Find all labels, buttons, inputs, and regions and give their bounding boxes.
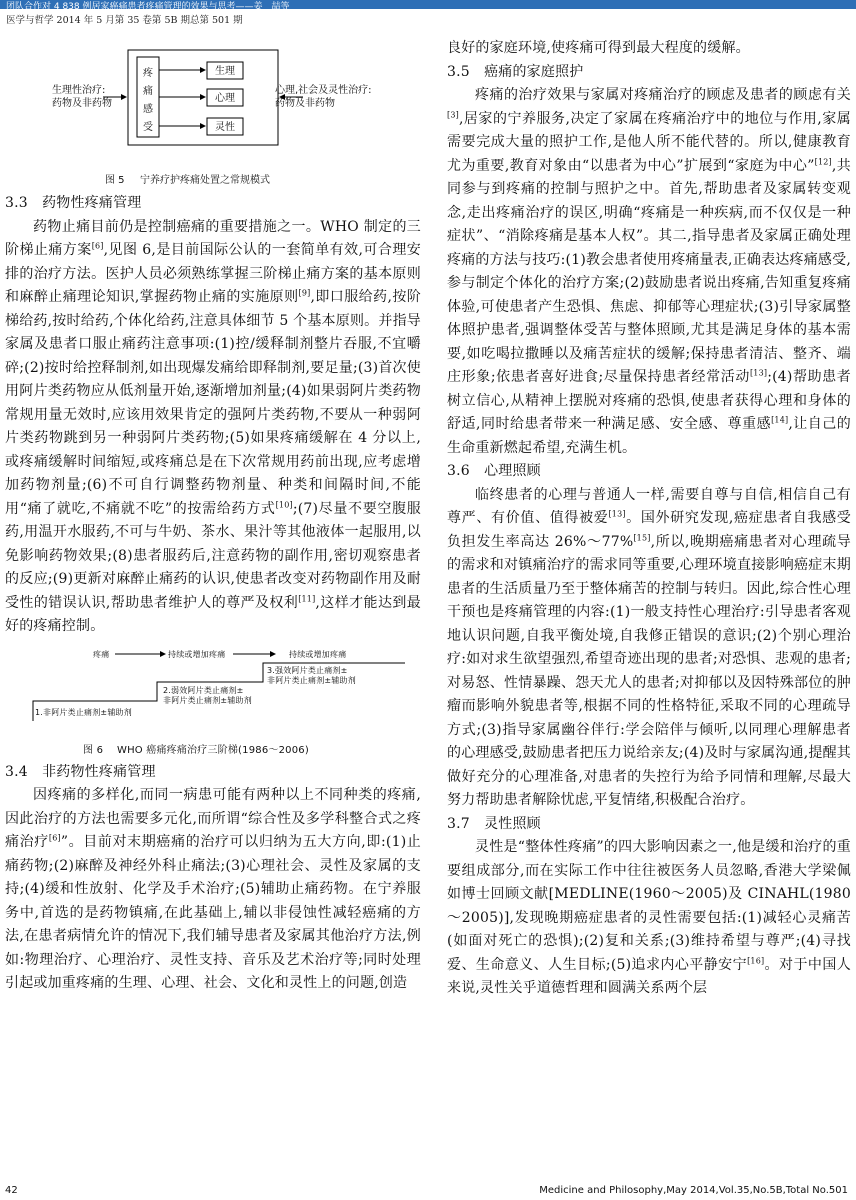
- fig6-step2-b: 非阿片类止痛剂±辅助剂: [163, 695, 252, 705]
- fig5-right-label-1: 心理,社会及灵性治疗:: [275, 85, 372, 96]
- fig6-pain: 疼痛: [93, 649, 110, 659]
- fig5-box-2: 心理: [215, 93, 235, 104]
- section-3-5-paragraph: 疼痛的治疗效果与家属对疼痛治疗的顾虑及患者的顾虑有关[3],居家的宁养服务,决定了家属在疼痛治疗中的地位与作用,家属需要完成大量的照护工作,是他人所不能代替的。所以,健康教育尤为重要,教育对象由“以患者为中心”扩展到“家庭为中心”[12],共同参与到疼痛的控制与照护之中。首先,帮助患者及家属转变观念,走出疼痛治疗的误区,明确“疼痛是一种疾病,而不仅仅是一种症状”、“消除疼痛是基本人权”。其二,指导患者及家属正确处理疼痛的方法与技巧:(1)教会患者使用疼痛量表,正确表达疼痛感受,参与制定个体化的治疗方案;(2)鼓励患者说出疼痛,告知重复疼痛体验,可使患者产生恐惧、焦虑、抑郁等心理症状;(3)引导家属整体照护患者,强调整体受苦与整体照顾,尤其是满足身体的基本需要,如吃喝拉撒睡以及痛苦症状的缓解;保持患者清洁、整齐、端庄形象;依患者喜好进食;尽量保持患者经常活动[13];(4)帮助患者树立信心,从精神上摆脱对疼痛的恐惧,使患者获得心理和身体的舒适,同时给患者带来一种满足感、安全感、尊重感[14],让自己的生命重新燃起希望,充满生机。: [447, 87, 851, 456]
- fig6-caption-text: WHO 癌痛疼痛治疗三阶梯(1986～2006): [117, 744, 309, 756]
- fig5-center-2: 痛: [143, 86, 153, 97]
- fig6-persist-1: 持续或增加疼痛: [168, 649, 226, 659]
- fig6-step1: 1.非阿片类止痛剂±辅助剂: [35, 707, 132, 717]
- fig5-center-3: 感: [143, 104, 153, 115]
- fig5-box-1: 生理: [215, 66, 235, 77]
- fig5-caption-label: 图 5: [105, 175, 125, 186]
- fig5-box-3: 灵性: [215, 122, 235, 133]
- section-3-3-paragraph: 药物止痛目前仍是控制癌痛的重要措施之一。WHO 制定的三阶梯止痛方案[6],见图 6,是目前国际公认的一套简单有效,可合理安排的治疗方法。医护人员必须熟练掌握三阶梯止痛方案的基本原则和麻醉止痛理论知识,掌握药物止痛的实施原则[9],即口服给药,按阶梯给药,按时给药,个体化给药,注意具体细节 5 个基本原则。并指导家属及患者口服止痛药注意事项:(1)控/缓释制剂整片吞服,不宜嚼碎;(2)按时给控释制剂,如出现爆发痛给即释制剂,要足量;(3)首次使用阿片类药物应从低剂量开始,逐渐增加剂量;(4)如果弱阿片类药物常规用量无效时,应该用效果肯定的强阿片类药物,不要从一种弱阿片类药物跳到另一种弱阿片类药物;(5)如果疼痛缓解在 4 分以上,或疼痛缓解时间缩短,或疼痛总是在下次常规用药前出现,应考虑增加药物剂量;(6)不可自行调整药物剂量、种类和间隔时间,不能用“痛了就吃,不痛就不吃”的按需给药方式[10];(7)尽量不要空腹服药,用温开水服药,不可与牛奶、茶水、果汁等其他液体一起服用,以免影响药物效果;(8)患者服药后,注意药物的副作用,密切观察患者的反应;(9)更新对麻醉止痛药的认识,使患者改变对药物副作用及耐受性的错误认识,帮助患者维护人的尊严及权利[11],这样才能达到最好的疼痛控制。: [5, 218, 422, 634]
- section-3-7-paragraph: 灵性是“整体性疼痛”的四大影响因素之一,他是缓和治疗的重要组成部分,而在实际工作中往往被医务人员忽略,香港大学梁佩如博士回顾文献[MEDLINE(1960～2005)及 CINAHL(1980～2005)],发现晚期癌症患者的灵性需要包括:(1)减轻心灵痛苦(如面对死亡的恐惧);(2)复和关系;(3)维持希望与尊严;(4)寻找爱、生命意义、人生目标;(5)追求内心平静安宁[16]。对于中国人来说,灵性关乎道德哲理和圆满关系两个层: [447, 839, 851, 996]
- running-title: 团队合作对 4 838 例居家癌痛患者疼痛管理的效果与思考——姜 喆等: [6, 2, 290, 12]
- fig5-caption-text: 宁养疗护疼痛处置之常规模式: [140, 175, 270, 186]
- page-number: 42: [5, 1185, 18, 1196]
- section-3-6-heading: 3.6 心理照顾: [447, 463, 541, 479]
- journal-line: 医学与哲学 2014 年 5 月第 35 卷第 5B 期总第 501 期: [6, 15, 243, 26]
- footer-citation: Medicine and Philosophy,May 2014,Vol.35,No.5B,Total No.501: [539, 1185, 848, 1196]
- fig5-left-label-1: 生理性治疗:: [52, 85, 106, 96]
- fig6-step3-a: 3.强效阿片类止痛剂±: [267, 665, 348, 675]
- section-3-4-heading: 3.4 非药物性疼痛管理: [5, 763, 156, 780]
- section-3-5-heading: 3.5 癌痛的家庭照护: [447, 63, 584, 80]
- fig5-right-label-2: 药物及非药物: [275, 98, 335, 109]
- fig6-persist-2: 持续或增加疼痛: [289, 649, 347, 659]
- section-3-4-paragraph: 因疼痛的多样化,而同一病患可能有两种以上不同种类的疼痛,因此治疗的方法也需要多元化,而所谓“综合性及多学科整合式之疼痛治疗[6]”。目前对末期癌痛的治疗可以归纳为五大方向,即:(1)止痛药物;(2)麻醉及神经外科止痛法;(3)心理社会、灵性及家属的支持;(4)缓和性放射、化学及手术治疗;(5)辅助止痛药物。在宁养服务中,首选的是药物镇痛,在此基础上,辅以非侵蚀性减轻癌痛的方法,在患者病情允许的情况下,我们辅导患者及家属其他治疗方法,例如:物理治疗、心理治疗、灵性支持、音乐及艺术治疗等;同时处理引起或加重疼痛的生理、心理、社会、文化和灵性上的问题,创造: [5, 787, 421, 991]
- section-3-6-paragraph: 临终患者的心理与普通人一样,需要自尊与自信,相信自己有尊严、有价值、值得被爱[13]。国外研究发现,癌症患者自我感受负担发生率高达 26%～77%[15],所以,晚期癌痛患者对心理疏导的需求和对镇痛治疗的需求同等重要,心理环境直接影响癌症末期患者的生活质量乃至于整体痛苦的控制与转归。因此,综合性心理干预也是疼痛管理的内容:(1)一般支持性心理治疗:引导患者客观地认识问题,自我平衡处境,自我修正错误的意识;(2)个别心理治疗:如对求生欲望强烈,希望奇迹出现的患者;对恐惧、悲观的患者;对易怒、性情暴躁、怨天尤人的患者;对抑郁以及因特殊部位的肿瘤而影响外貌患者等,根据不同的性格特征,采取不同的心理疏导方式;(3)指导家属幽谷伴行:学会陪伴与倾听,以同理心理解患者的心理感受,鼓励患者把压力说给亲友;(4)及时与家属沟通,提醒其做好充分的心理准备,对患者的失控行为给予同情和理解,尽最大努力帮助患者解除忧虑,平复情绪,积极配合治疗。: [447, 486, 852, 808]
- fig5-center-1: 疼: [143, 68, 153, 79]
- figure-6-diagram: [5, 643, 421, 761]
- fig6-step3-b: 非阿片类止痛剂±辅助剂: [267, 675, 356, 685]
- left-column: [5, 192, 421, 996]
- fig6-caption-label: 图 6: [83, 744, 104, 756]
- figure-5-diagram: [0, 0, 430, 192]
- fig5-center-4: 受: [143, 122, 153, 133]
- fig6-step2-a: 2.弱效阿片类止痛剂±: [163, 685, 244, 695]
- fig5-left-label-2: 药物及非药物: [52, 98, 112, 109]
- continued-text: 良好的家庭环境,使疼痛可得到最大程度的缓解。: [447, 40, 750, 56]
- right-column: [447, 37, 851, 1001]
- section-3-7-heading: 3.7 灵性照顾: [447, 815, 541, 832]
- section-3-3-heading: 3.3 药物性疼痛管理: [5, 195, 142, 211]
